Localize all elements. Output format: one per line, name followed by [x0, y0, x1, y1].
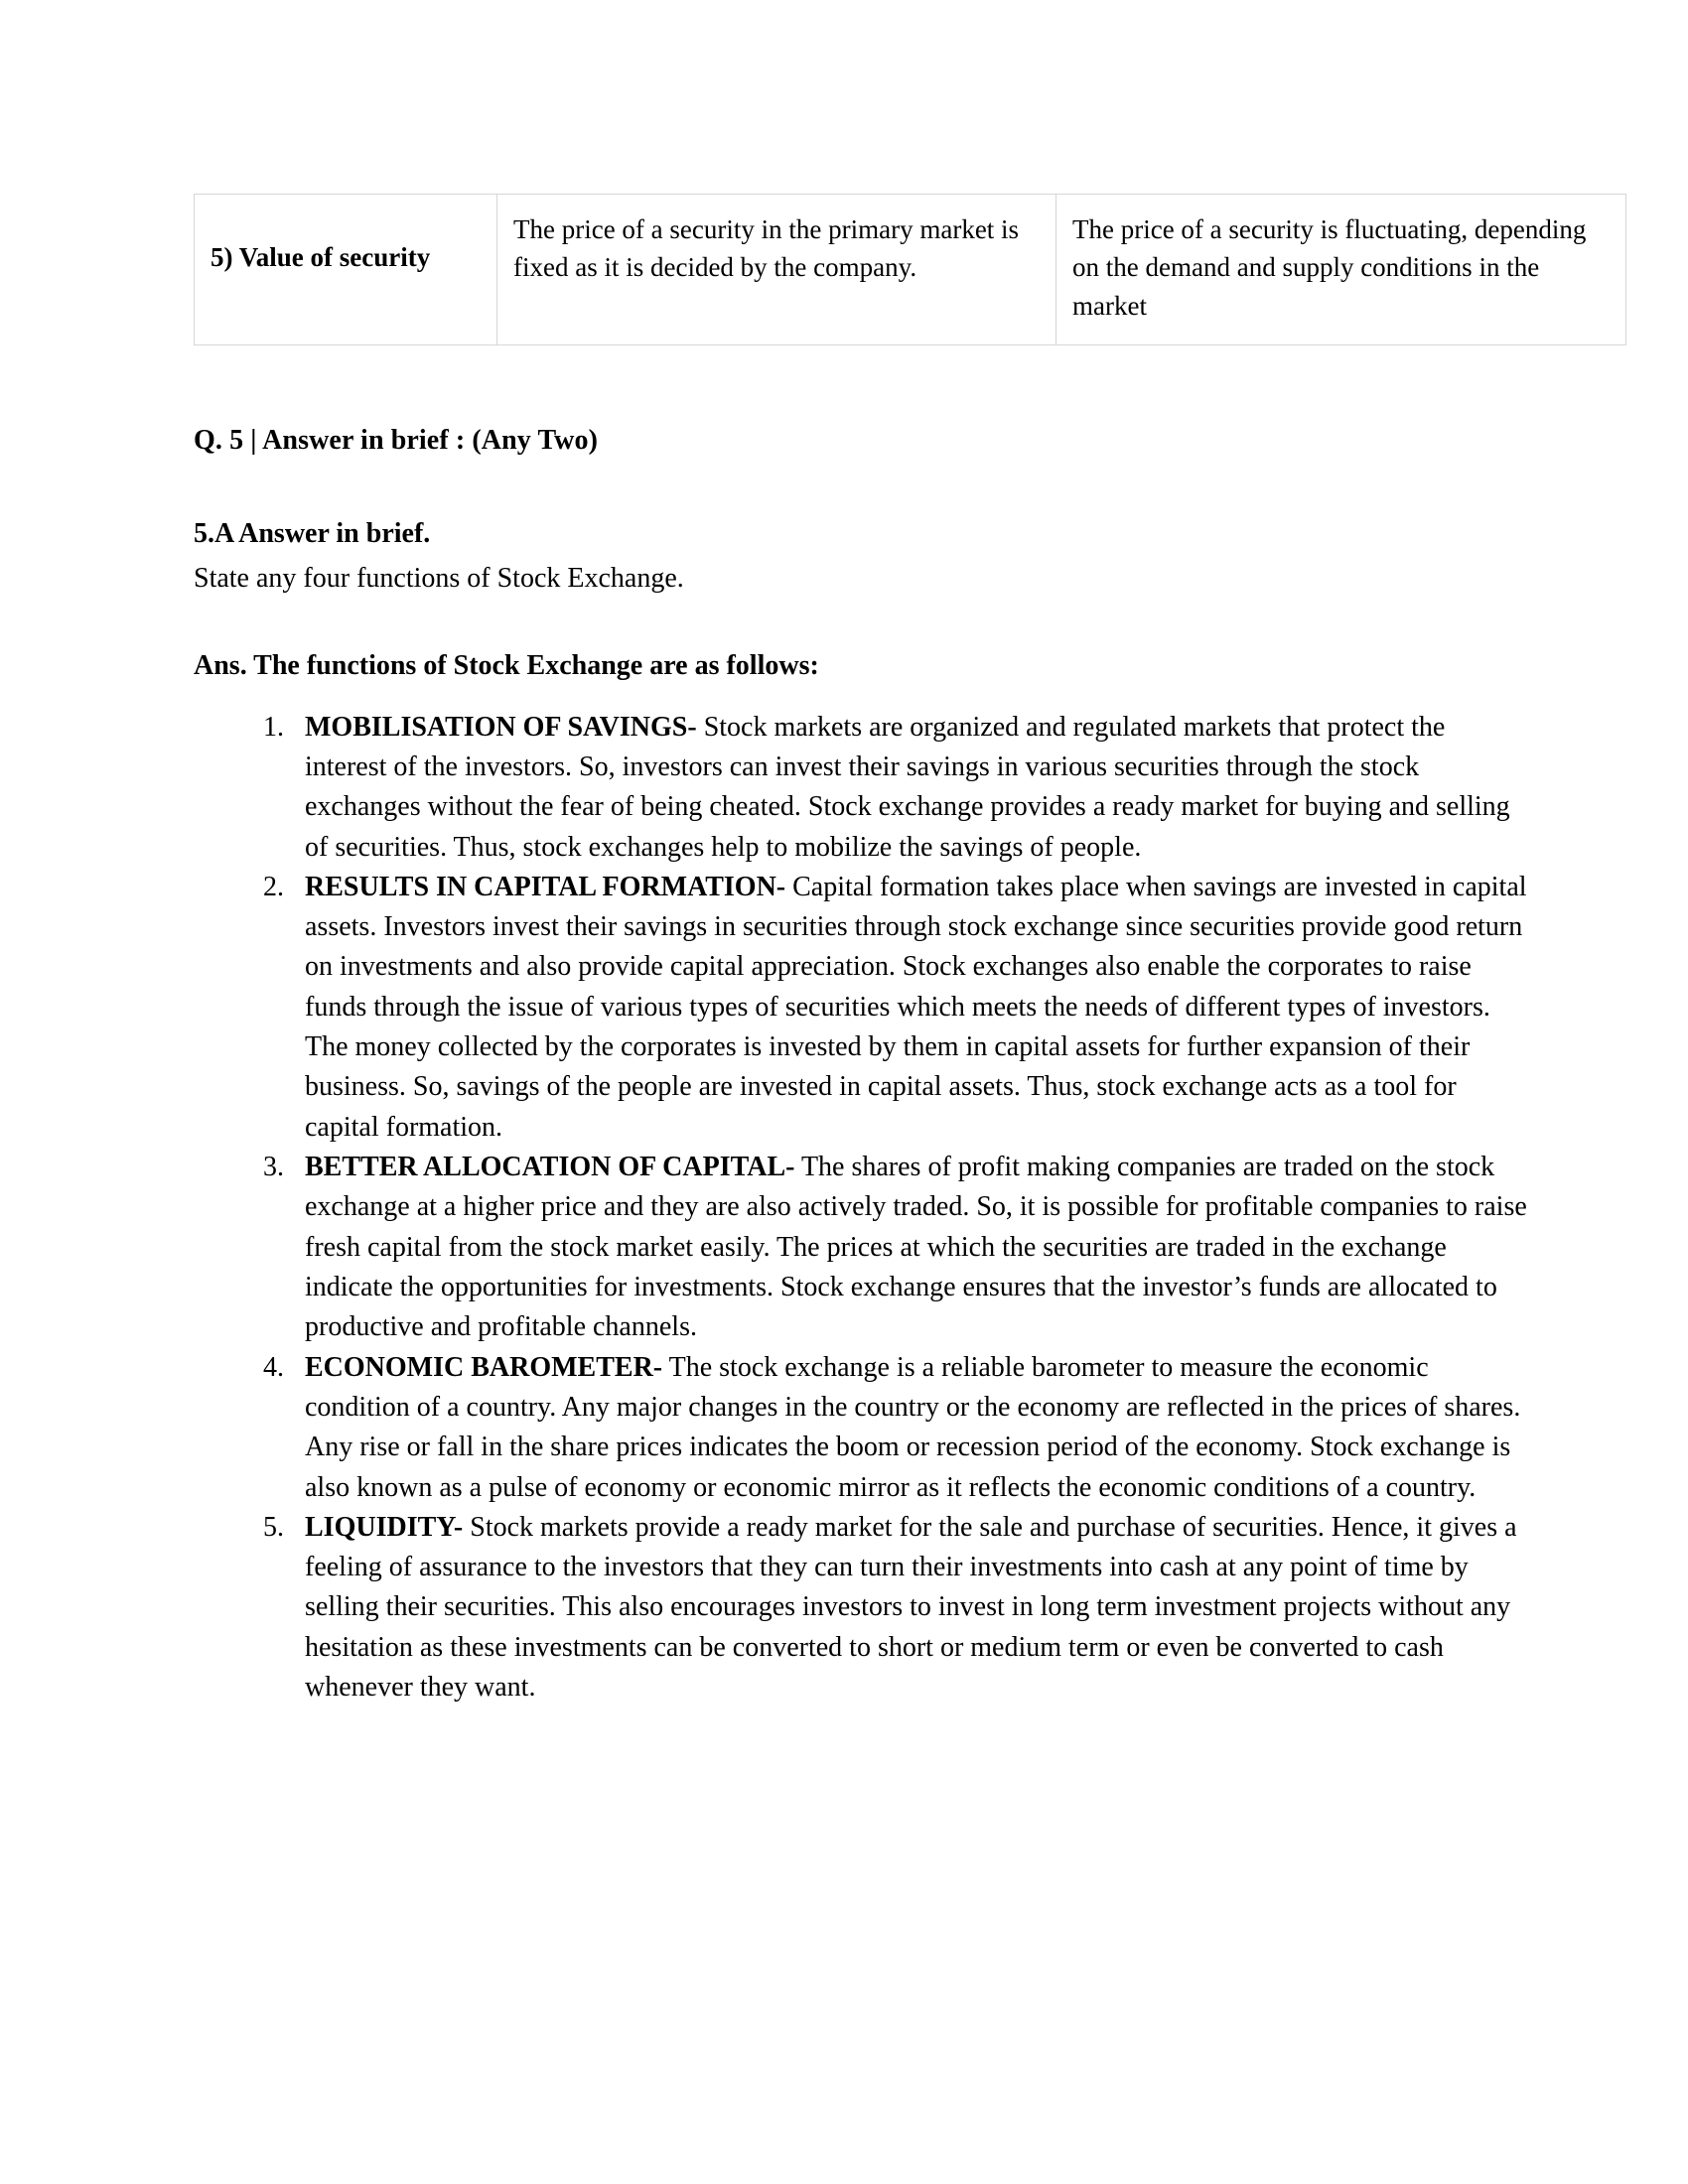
- function-term: RESULTS IN CAPITAL FORMATION-: [305, 871, 786, 902]
- function-body: The stock exchange is a reliable barometer to measure the economic condition of a country. Any major changes in the country or the economy are reflected in the prices of shares. Any rise or fall in the share prices indicates the boom or recession period of the economy. Stock exchange is also known as a pulse of economy or economic mirror as it reflects the economic conditions of a country.: [305, 1351, 1521, 1503]
- table-body: [195, 195, 1626, 345]
- list-item: [291, 1508, 1529, 1708]
- answer-heading: Ans. The functions of Stock Exchange are as follows:: [194, 649, 819, 681]
- table-row: [195, 195, 1626, 345]
- function-body: Stock markets are organized and regulated markets that protect the interest of the investors. So, investors can invest their savings in various securities through the stock exchanges without the fear of being cheated. Stock exchange provides a ready market for buying and selling of securities. Thus, stock exchanges help to mobilize the savings of people.: [305, 711, 1510, 863]
- question-text: State any four functions of Stock Exchange.: [194, 562, 684, 594]
- list-item: [291, 868, 1529, 1148]
- table-cell-label-text: 5) Value of security: [211, 242, 431, 272]
- table-cell-secondary-market: The price of a security is fluctuating, depending on the demand and supply conditions in the market: [1056, 195, 1626, 345]
- table-cell-primary-market: The price of a security in the primary market is fixed as it is decided by the company.: [497, 195, 1056, 345]
- function-term: MOBILISATION OF SAVINGS-: [305, 711, 697, 743]
- function-body: The shares of profit making companies are traded on the stock exchange at a higher price and they are also actively traded. So, it is possible for profitable companies to raise fresh capital from the stock market easily. The prices at which the securities are traded in the exchange indicate the opportunities for investments. Stock exchange ensures that the investor’s funds are allocated to productive and profitable channels.: [305, 1152, 1527, 1343]
- function-term: LIQUIDITY-: [305, 1511, 464, 1543]
- sub-heading: 5.A Answer in brief.: [194, 517, 431, 549]
- comparison-table: [194, 194, 1626, 345]
- function-term: ECONOMIC BAROMETER-: [305, 1351, 663, 1383]
- list-item: [291, 708, 1529, 868]
- function-term: BETTER ALLOCATION OF CAPITAL-: [305, 1152, 795, 1183]
- list-item: [291, 1348, 1529, 1508]
- function-body: Capital formation takes place when savings are invested in capital assets. Investors invest their savings in securities through stock exchange since securities provide good return on investments and also provide capital appreciation. Stock exchanges also enable the corporates to raise funds through the issue of various types of securities which meets the needs of different types of investors. The money collected by the corporates is invested by them in capital assets for further expansion of their business. So, savings of the people are invested in capital assets. Thus, stock exchange acts as a tool for capital formation.: [305, 871, 1527, 1143]
- table-cell-label: [195, 195, 497, 345]
- document-content: [194, 194, 1587, 1707]
- function-body: Stock markets provide a ready market for the sale and purchase of securities. Hence, it gives a feeling of assurance to the investors that they can turn their investments into cash at any point of time by selling their securities. This also encourages investors to invest in long term investment projects without any hesitation as these investments can be converted to short or medium term or even be converted to cash whenever they want.: [305, 1511, 1517, 1704]
- functions-list: [194, 708, 1529, 1708]
- question-heading: Q. 5 | Answer in brief : (Any Two): [194, 424, 599, 456]
- list-item: [291, 1148, 1529, 1348]
